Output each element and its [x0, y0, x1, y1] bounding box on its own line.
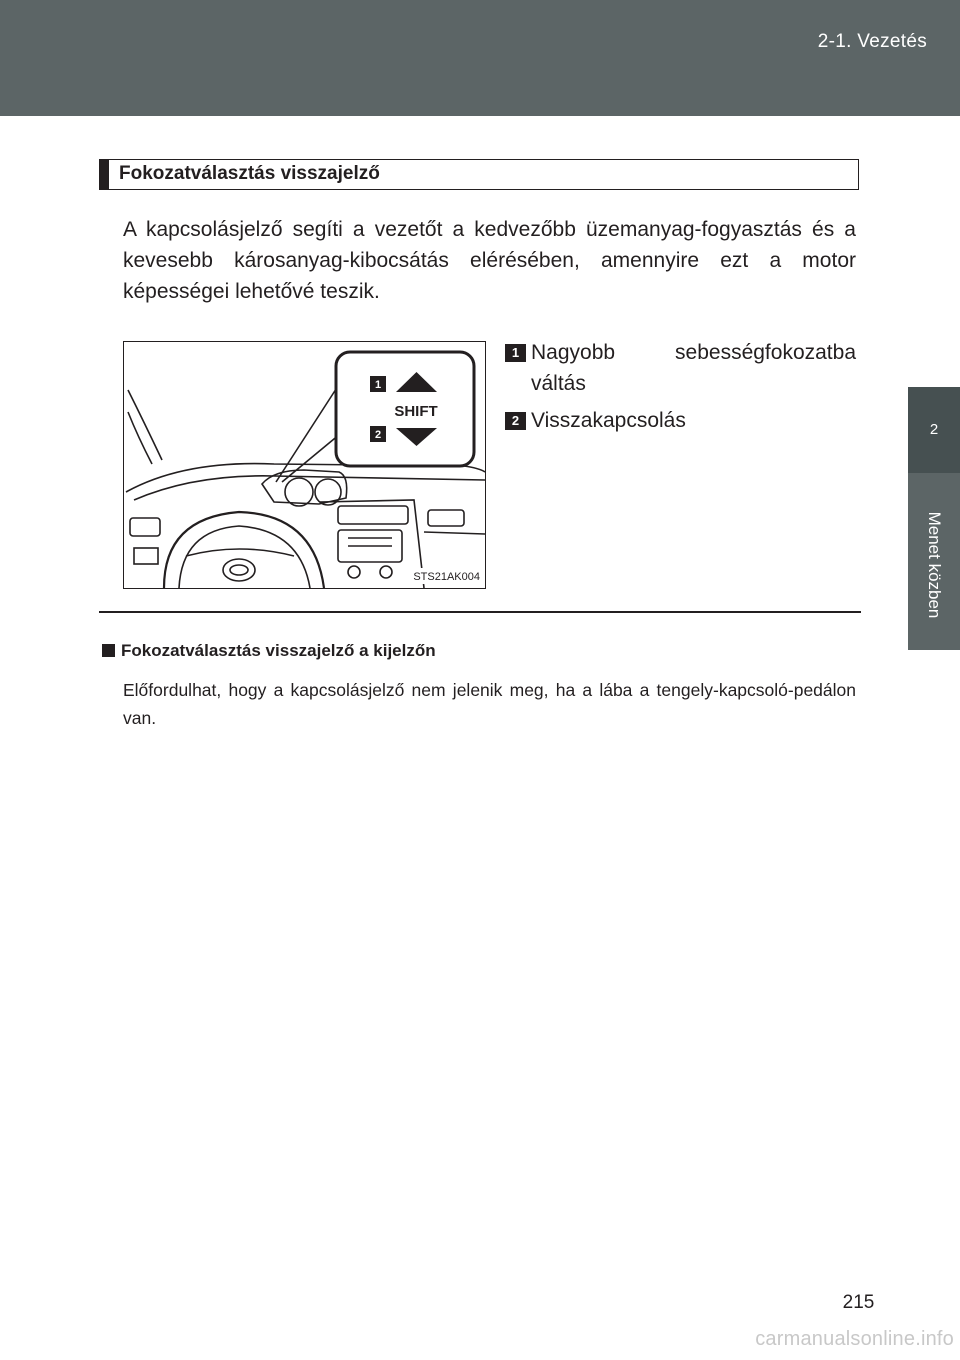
gauge [285, 478, 313, 506]
section-divider [99, 611, 861, 613]
page-header [0, 0, 960, 116]
page-number-text: 215 [842, 1292, 875, 1313]
chapter-title: 2-1. Vezetés [817, 31, 927, 52]
section-heading-box [99, 159, 859, 190]
side-vent [428, 510, 464, 526]
dashboard-line [134, 476, 485, 500]
page-number [0, 1292, 960, 1314]
callout-text: Visszakapcsolás [531, 409, 686, 432]
dashboard-top [126, 464, 485, 492]
dashboard-line [424, 532, 485, 534]
side-tab-number: 2 [908, 387, 960, 473]
note-body: Előfordulhat, hogy a kapcsolásjelző nem jelenik meg, ha a lába a tengely-kapcsoló-pedálon van. [123, 680, 856, 728]
callout-item [505, 337, 856, 399]
air-vent [338, 506, 408, 524]
leader-line [276, 386, 338, 482]
steering-wheel-inner [179, 526, 310, 588]
bubble-badge-1-text: 1 [374, 379, 382, 391]
callout-text: váltás [531, 372, 586, 395]
shift-label: SHIFT [394, 403, 438, 420]
callout-text: Nagyobb sebességfokozatba [531, 341, 856, 364]
knob [380, 566, 392, 578]
note-heading [102, 640, 436, 662]
switch-panel [134, 548, 158, 564]
steering-spoke [186, 549, 294, 556]
side-vent [130, 518, 160, 536]
steering-logo [223, 559, 255, 581]
steering-logo-inner [230, 565, 248, 575]
note-title: Fokozatválasztás visszajelző a kijelzőn [121, 641, 436, 660]
note-square-icon [102, 644, 115, 657]
side-tab-label: Menet közben [925, 511, 944, 619]
callout-badge: 1 [505, 344, 526, 362]
intro-paragraph: A kapcsolásjelző segíti a vezetőt a kedvezőbb üzemanyag-fogyasztás és a kevesebb károsanyag-kibocsátás elérésében, amennyire ezt a motor képességei lehetővé teszik. [123, 218, 856, 303]
meter-hood [262, 470, 347, 504]
knob [348, 566, 360, 578]
callout-list [505, 337, 856, 436]
section-title: Fokozatválasztás visszajelző [119, 163, 380, 184]
watermark: carmanualsonline.info [755, 1328, 954, 1350]
callout-badge: 2 [505, 412, 526, 430]
figure-code: STS21AK004 [413, 571, 480, 583]
dashboard-illustration [123, 341, 486, 589]
steering-wheel [164, 512, 324, 588]
windshield-line [128, 412, 152, 464]
callout-item [505, 405, 856, 436]
bubble-badge-2-text: 2 [374, 429, 382, 441]
section-heading-marker [100, 160, 109, 189]
